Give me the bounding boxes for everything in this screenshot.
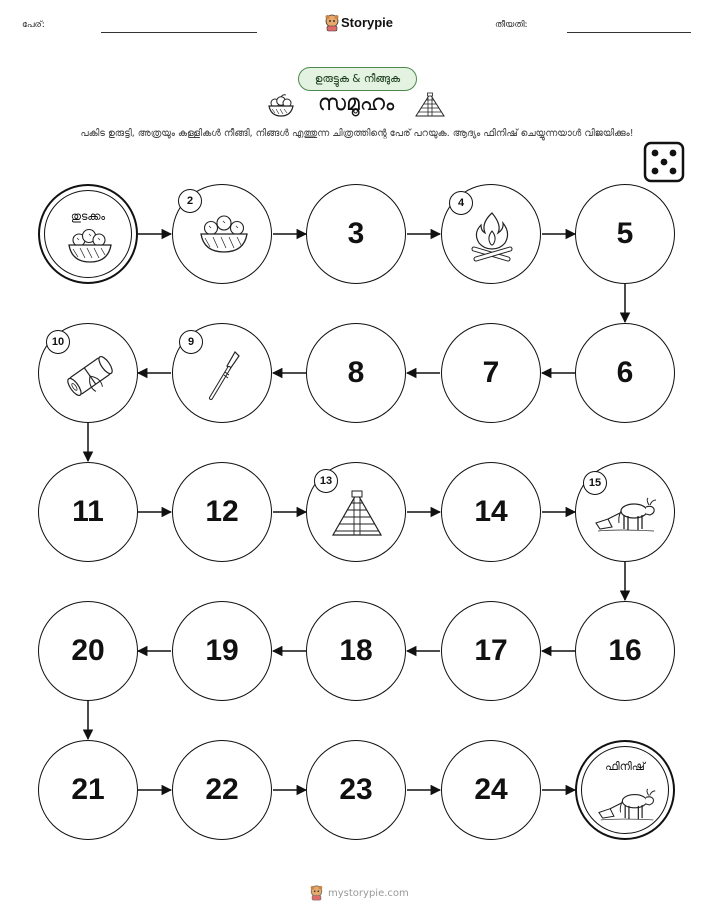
square-5[interactable] bbox=[575, 184, 675, 284]
square-15[interactable] bbox=[575, 462, 675, 562]
square-20[interactable] bbox=[38, 601, 138, 701]
square-finish[interactable] bbox=[575, 740, 675, 840]
game-title: സമൂഹം bbox=[317, 91, 395, 116]
square-3[interactable] bbox=[306, 184, 406, 284]
square-14[interactable] bbox=[441, 462, 541, 562]
square-number-badge: 15 bbox=[583, 471, 607, 495]
square-number: 14 bbox=[474, 495, 508, 528]
square-6[interactable] bbox=[575, 323, 675, 423]
date-label: തീയതി: bbox=[495, 20, 528, 30]
fruit-bowl-icon bbox=[197, 213, 251, 255]
square-19[interactable] bbox=[172, 601, 272, 701]
start-label: തുടക്കം bbox=[70, 210, 106, 223]
storypie-mascot-icon bbox=[309, 885, 324, 901]
square-number: 17 bbox=[474, 634, 508, 667]
square-number: 3 bbox=[347, 217, 365, 250]
square-number: 23 bbox=[339, 773, 373, 806]
square-number: 12 bbox=[205, 495, 239, 528]
square-number: 7 bbox=[482, 356, 500, 389]
campfire-icon bbox=[468, 209, 516, 263]
square-16[interactable] bbox=[575, 601, 675, 701]
square-number-badge: 2 bbox=[178, 189, 202, 213]
square-number: 19 bbox=[205, 634, 239, 667]
ox-plough-icon bbox=[597, 784, 659, 824]
square-22[interactable] bbox=[172, 740, 272, 840]
square-13[interactable] bbox=[306, 462, 406, 562]
square-number: 18 bbox=[339, 634, 373, 667]
square-number: 11 bbox=[72, 495, 104, 528]
instructions: പകിട ഉരുട്ടി, അത്രയും കള്ളികൾ നീങ്ങി, നിങ്ങൾ എത്തുന്ന ചിത്രത്തിന്റെ പേര് പറയുക. ആദ്യം ഫിനിഷ് ചെയ്യുന്നയാൾ വിജയിക്കും! bbox=[80, 128, 634, 139]
square-number: 21 bbox=[71, 773, 105, 806]
fruit-bowl-icon bbox=[65, 226, 115, 266]
square-number-badge: 9 bbox=[179, 330, 203, 354]
game-tag: ഉരുട്ടുക & നീങ്ങുക bbox=[298, 67, 417, 91]
square-12[interactable] bbox=[172, 462, 272, 562]
name-label: പേര്: bbox=[22, 20, 45, 30]
square-24[interactable] bbox=[441, 740, 541, 840]
square-11[interactable] bbox=[38, 462, 138, 562]
square-10[interactable] bbox=[38, 323, 138, 423]
square-number: 24 bbox=[474, 773, 508, 806]
square-number: 16 bbox=[608, 634, 642, 667]
ox-plough-icon bbox=[594, 493, 660, 535]
square-7[interactable] bbox=[441, 323, 541, 423]
square-number: 5 bbox=[616, 217, 634, 250]
square-17[interactable] bbox=[441, 601, 541, 701]
footer bbox=[309, 885, 419, 903]
square-2[interactable] bbox=[172, 184, 272, 284]
square-8[interactable] bbox=[306, 323, 406, 423]
square-4[interactable] bbox=[441, 184, 541, 284]
square-number: 6 bbox=[616, 356, 634, 389]
square-start[interactable] bbox=[38, 184, 138, 284]
square-23[interactable] bbox=[306, 740, 406, 840]
square-number: 20 bbox=[71, 634, 105, 667]
scroll-icon bbox=[61, 350, 119, 402]
footer-site[interactable]: mystorypie.com bbox=[328, 888, 409, 899]
square-18[interactable] bbox=[306, 601, 406, 701]
square-number: 22 bbox=[205, 773, 239, 806]
square-number: 8 bbox=[347, 356, 365, 389]
square-21[interactable] bbox=[38, 740, 138, 840]
spear-icon bbox=[203, 348, 243, 404]
square-9[interactable] bbox=[172, 323, 272, 423]
square-number-badge: 4 bbox=[449, 191, 473, 215]
square-number-badge: 13 bbox=[314, 469, 338, 493]
square-number-badge: 10 bbox=[46, 330, 70, 354]
pyramid-icon bbox=[329, 489, 385, 539]
brand-name: Storypie bbox=[341, 15, 394, 30]
finish-label: ഫിനിഷ് bbox=[605, 760, 645, 773]
